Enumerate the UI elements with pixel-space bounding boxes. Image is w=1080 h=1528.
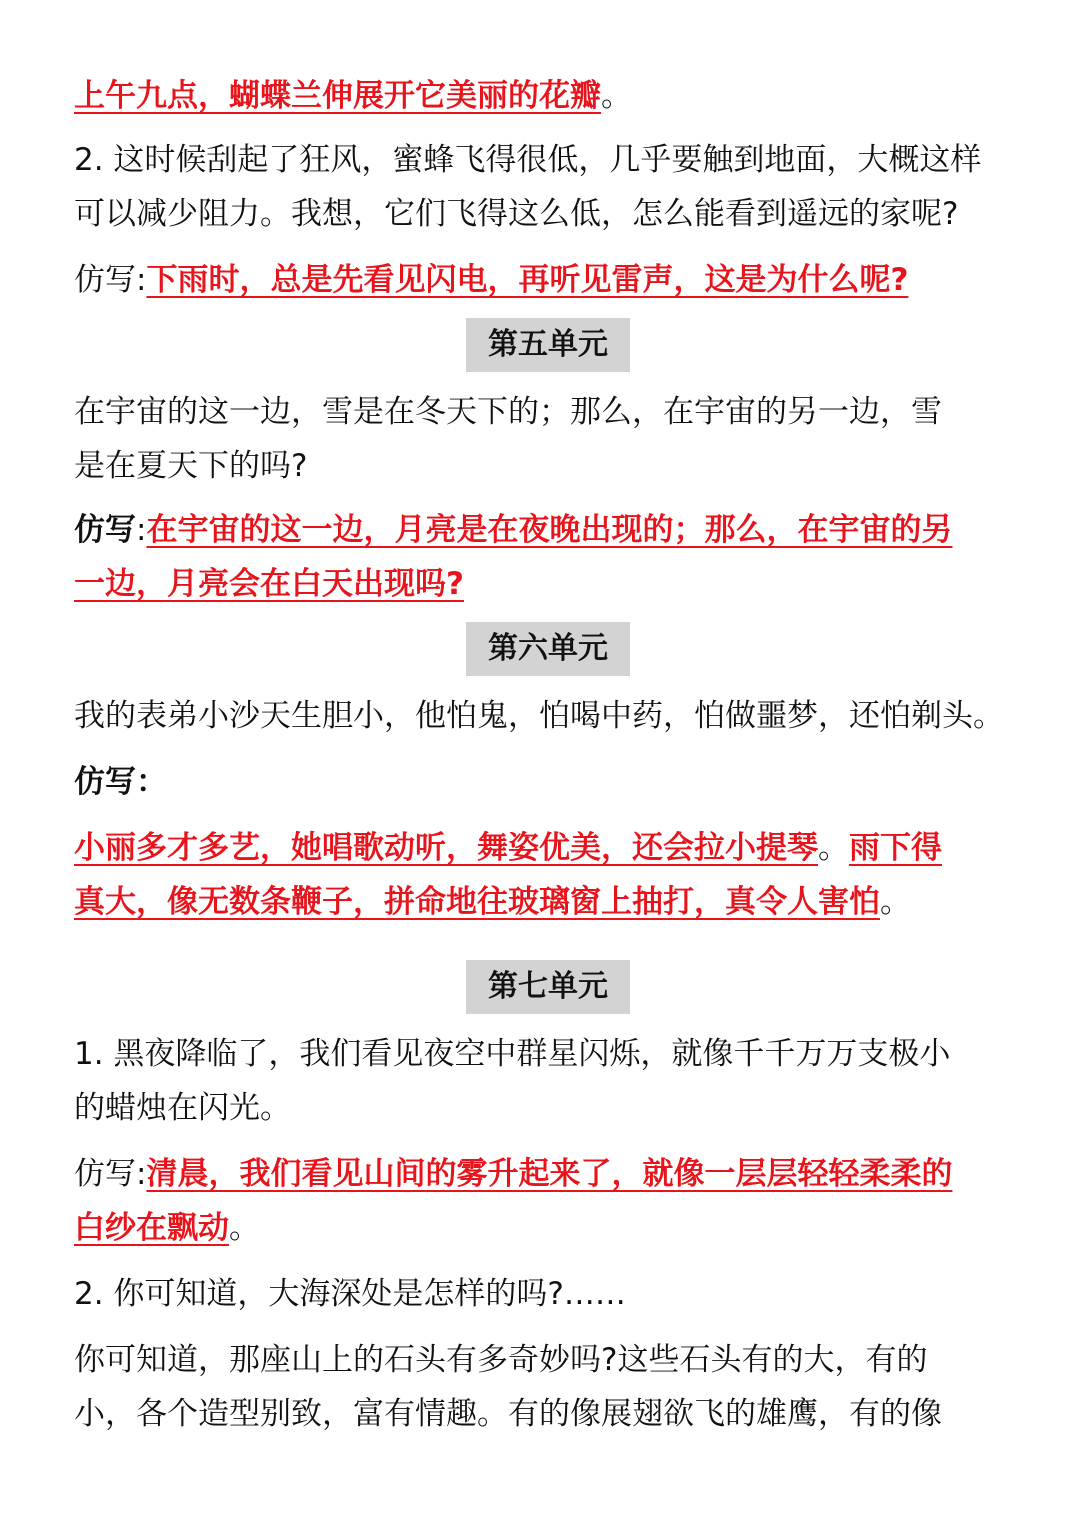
unit4-answer-1-end: 。 [601,78,632,114]
unit5-line2: 是在夏天下的吗? [74,448,308,484]
unit7-imitation-line1 [74,1154,952,1194]
unit5-answer-line2: 一边，月亮会在白天出现吗? [74,566,464,602]
unit7-heading: 第七单元 [466,960,630,1014]
unit7-item2-line1: 2. 你可知道，大海深处是怎样的吗?…… [74,1276,626,1312]
unit7-answer-line2: 白纱在飘动 [74,1210,229,1246]
unit4-answer-1: 上午九点，蝴蝶兰伸展开它美丽的花瓣 [74,78,601,114]
unit7-item1-line1: 1. 黑夜降临了，我们看见夜空中群星闪烁，就像千千万万支极小 [74,1036,951,1072]
unit7-item2-para-line1: 你可知道，那座山上的石头有多奇妙吗?这些石头有的大，有的 [74,1342,928,1378]
imitation-colon: : [136,512,147,548]
imitation-label: 仿写: [74,1156,147,1192]
unit4-answer-2: 下雨时，总是先看见闪电，再听见雷声，这是为什么呢? [146,262,909,298]
unit6-answer-line1 [74,828,942,868]
unit6-separator: 。 [818,830,849,866]
unit6-answer-1: 小丽多才多艺，她唱歌动听，舞姿优美，还会拉小提琴 [74,830,818,866]
unit5-imitation-line2 [74,564,464,604]
unit5-imitation-line1 [74,510,952,550]
unit5-heading: 第五单元 [466,318,630,372]
unit6-heading: 第六单元 [466,622,630,676]
unit7-answer-line1: 清晨，我们看见山间的雾升起来了，就像一层层轻轻柔柔的 [146,1156,953,1192]
unit7-end: 。 [229,1210,260,1246]
imitation-label: 仿写: [74,262,147,298]
unit4-item2-line2: 可以减少阻力。我想，它们飞得这么低，怎么能看到遥远的家呢? [74,196,959,232]
unit5-line1: 在宇宙的这一边，雪是在冬天下的；那么，在宇宙的另一边，雪 [74,394,942,430]
unit4-item2-imitation [74,260,908,300]
unit7-item2-para-line2: 小，各个造型别致，富有情趣。有的像展翅欲飞的雄鹰，有的像 [74,1396,942,1432]
unit4-item2-line1: 2. 这时候刮起了狂风，蜜蜂飞得很低，几乎要触到地面，大概这样 [74,142,982,178]
unit6-answer-line2 [74,882,911,922]
unit7-item1-line2: 的蜡烛在闪光。 [74,1090,291,1126]
unit6-end: 。 [880,884,911,920]
unit4-answer-line [74,76,632,116]
imitation-label: 仿写 [74,512,136,548]
unit6-line1: 我的表弟小沙天生胆小，他怕鬼，怕喝中药，怕做噩梦，还怕剃头。 [74,698,1004,734]
unit6-answer-2b: 真大，像无数条鞭子，拼命地往玻璃窗上抽打，真令人害怕 [74,884,880,920]
unit5-answer-line1: 在宇宙的这一边，月亮是在夜晚出现的；那么，在宇宙的另 [146,512,953,548]
unit7-imitation-line2 [74,1208,260,1248]
unit6-imitation-label: 仿写： [74,764,167,800]
unit6-answer-2a: 雨下得 [849,830,942,866]
